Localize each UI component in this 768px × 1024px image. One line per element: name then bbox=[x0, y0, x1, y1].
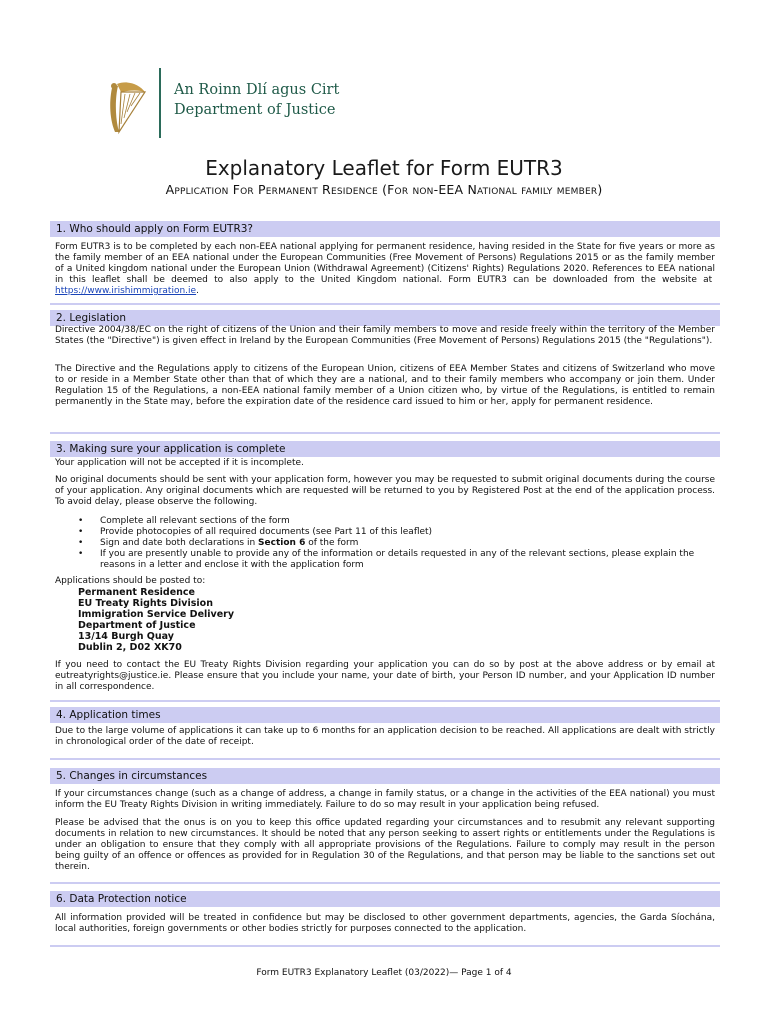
section-5-heading: 5. Changes in circumstances bbox=[50, 768, 720, 784]
logo-divider bbox=[159, 68, 161, 138]
section-5-paragraph-2: Please be advised that the onus is on you to keep this office updated regarding your circumstances and to resubmit any relevant supporting documents in relation to new circumstances. It should be noted that any person seeking to assert rights or entitlements under the Regulations is under an obligation to ensure that they comply with all appropriate provisions of the Regulations. Failure to comply may result in the person being guilty of an offence or offences as provided for in Regulation 30 of the Regulations, and that person may be liable to the sanctions set out therein. bbox=[55, 818, 715, 872]
list-item bbox=[78, 516, 698, 527]
address-line: Department of Justice bbox=[78, 620, 196, 631]
section-1-text: Form EUTR3 is to be completed by each non-EEA national applying for permanent residence, having resided in the State for five years or more as the family member of an EEA national under the European Communities (Free Movement of Persons) Regulations 2015 or as the family member of a United kingdom national under the European Union (Withdrawal Agreement) (Citizens' Rights) Regulations 2020. References to EEA national in this leaflet shall be deemed to also apply to the United Kingdom national. Form EUTR3 can be downloaded from the website at bbox=[55, 242, 715, 285]
section-2-paragraph-1: Directive 2004/38/EC on the right of citizens of the Union and their family members to move and reside freely within the territory of the Member States (the "Directive") is given effect in Ireland by the European Communities (Free Movement of Persons) Regulations 2015 (the "Regulations"). bbox=[55, 325, 715, 346]
section-5-paragraph-1: If your circumstances change (such as a change of address, a change in family status, or a change in the activities of the EEA national) you must inform the EU Treaty Rights Division in writing immediately. Failure to do so may result in your application being refused. bbox=[55, 789, 715, 810]
department-logo bbox=[105, 68, 345, 138]
org-name-irish: An Roinn Dlí agus Cirt bbox=[174, 82, 340, 98]
immigration-website-link[interactable]: https://www.irishimmigration.ie bbox=[55, 286, 197, 296]
bullet-icon: • bbox=[78, 516, 84, 526]
list-item bbox=[78, 549, 698, 571]
harp-emblem-icon bbox=[105, 78, 149, 136]
section-6-rule bbox=[50, 945, 720, 947]
list-item bbox=[78, 538, 698, 549]
section-2-paragraph-2: The Directive and the Regulations apply to citizens of the European Union, citizens of EEA Member States and citizens of Switzerland who move to or reside in a Member State other than that of which they are a national, and to their family members who accompany or join them. Under Regulation 15 of the Regulations, a non-EEA national family member of a Union citizen who, by virtue of the Regulations, is entitled to remain permanently in the State may, before the expiration date of the residence card issued to him or her, apply for permanent residence. bbox=[55, 364, 715, 407]
section-4-rule bbox=[50, 758, 720, 760]
list-item-text: Sign and date both declarations in bbox=[100, 538, 259, 548]
address-line: 13/14 Burgh Quay bbox=[78, 631, 174, 642]
document-title: Explanatory Leaflet for Form EUTR3 bbox=[205, 156, 563, 180]
section-5-rule bbox=[50, 882, 720, 884]
section-1-end: . bbox=[196, 286, 199, 296]
address-line: Immigration Service Delivery bbox=[78, 609, 235, 620]
section-3-rule bbox=[50, 700, 720, 702]
postal-intro: Applications should be posted to: bbox=[55, 576, 206, 586]
section-6-paragraph: All information provided will be treated in confidence but may be disclosed to other government departments, agencies, the Garda Síochána, local authorities, foreign governments or other bodies strictly for purposes connected to the application. bbox=[55, 913, 715, 934]
section-6-heading: 6. Data Protection notice bbox=[50, 891, 720, 907]
page-footer: Form EUTR3 Explanatory Leaflet (03/2022)— Page 1 of 4 bbox=[256, 968, 512, 978]
list-item-text: of the form bbox=[305, 538, 359, 548]
section-3-paragraph-2: No original documents should be sent with your application form, however you may be requested to submit original documents during the course of your application. Any original documents which are requested will be returned to you by Registered Post at the end of the application process. To avoid delay, please observe the following. bbox=[55, 475, 715, 507]
requirements-list bbox=[78, 516, 698, 571]
org-name-english: Department of Justice bbox=[174, 102, 336, 118]
section-3-paragraph-3: If you need to contact the EU Treaty Rights Division regarding your application you can do so by post at the above address or by email at eutreatyrights@justice.ie. Please ensure that you include your name, your date of birth, your Person ID number, and your Application ID number in all correspondence. bbox=[55, 660, 715, 692]
address-line: Dublin 2, D02 XK70 bbox=[78, 642, 182, 653]
section-1-heading: 1. Who should apply on Form EUTR3? bbox=[50, 221, 720, 237]
bullet-icon: • bbox=[78, 527, 84, 537]
section-1-rule bbox=[50, 303, 720, 305]
section-2-rule bbox=[50, 432, 720, 434]
bullet-icon: • bbox=[78, 538, 84, 548]
bullet-icon: • bbox=[78, 549, 84, 559]
list-item-text: Complete all relevant sections of the form bbox=[100, 516, 290, 526]
section-1-paragraph bbox=[55, 242, 715, 297]
document-subtitle: Application For Permanent Residence (For non-EEA National family member) bbox=[165, 182, 603, 197]
address-line: Permanent Residence bbox=[78, 587, 195, 598]
section-4-heading: 4. Application times bbox=[50, 707, 720, 723]
list-item bbox=[78, 527, 698, 538]
section-4-paragraph: Due to the large volume of applications it can take up to 6 months for an application decision to be reached. All applications are dealt with strictly in chronological order of the date of receipt. bbox=[55, 726, 715, 747]
section-3-paragraph-1: Your application will not be accepted if it is incomplete. bbox=[55, 458, 304, 468]
address-line: EU Treaty Rights Division bbox=[78, 598, 213, 609]
list-item-text: If you are presently unable to provide any of the information or details requested in any of the relevant sections, please explain the reasons in a letter and enclose it with the application form bbox=[100, 549, 695, 570]
section-3-heading: 3. Making sure your application is complete bbox=[50, 441, 720, 457]
list-item-text: Provide photocopies of all required documents (see Part 11 of this leaflet) bbox=[100, 527, 433, 537]
section-2-heading: 2. Legislation bbox=[50, 310, 720, 326]
postal-address bbox=[78, 587, 234, 653]
list-item-bold: Section 6 bbox=[258, 538, 306, 548]
